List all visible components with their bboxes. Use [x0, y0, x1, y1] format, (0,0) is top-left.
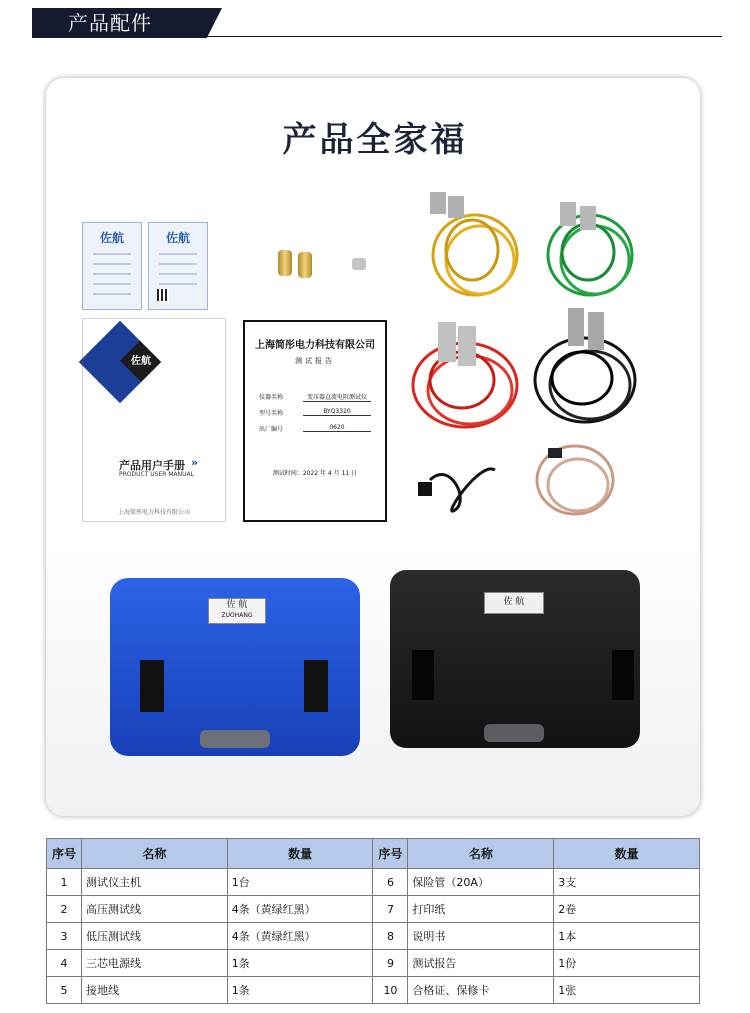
- table-cell: 1本: [554, 923, 700, 950]
- report-company: 上海简彤电力科技有限公司: [255, 340, 375, 351]
- fuse-tube-icon: [278, 250, 292, 276]
- table-cell: 三芯电源线: [81, 950, 227, 977]
- table-cell: 1份: [554, 950, 700, 977]
- table-cell: 打印纸: [408, 896, 554, 923]
- table-cell: 合格证、保修卡: [408, 977, 554, 1004]
- table-cell: 8: [373, 923, 408, 950]
- section-title: 产品配件: [68, 11, 152, 35]
- table-cell: 说明书: [408, 923, 554, 950]
- red-cable-icon: [413, 322, 517, 427]
- case-label-cn: 佐 航: [226, 600, 248, 610]
- table-cell: 1条: [227, 950, 373, 977]
- blue-case-handle: [200, 730, 270, 748]
- table-cell: 7: [373, 896, 408, 923]
- manual-company: 上海简彤电力科技有限公司: [117, 509, 190, 516]
- report-subtitle: 测试报告: [295, 357, 335, 365]
- black-cable-icon: [535, 308, 635, 422]
- chevron-right-icon: »: [191, 456, 199, 469]
- table-cell: 1: [47, 869, 82, 896]
- report-date: 测试时间：2022 年 4 月 11 日: [272, 470, 358, 477]
- table-cell: 3支: [554, 869, 700, 896]
- table-cell: 4条（黄绿红黑）: [227, 896, 373, 923]
- power-cord-icon: [418, 469, 495, 511]
- table-header-row: [47, 839, 700, 869]
- ground-wire-icon: [537, 446, 613, 514]
- table-cell: 测试报告: [408, 950, 554, 977]
- table-cell: 1条: [227, 977, 373, 1004]
- manual-subtitle: PRODUCT USER MANUAL: [119, 471, 194, 478]
- blue-case-latch-right: [304, 660, 328, 712]
- table-row: [47, 896, 700, 923]
- table-cell: 高压测试线: [81, 896, 227, 923]
- table-cell: 2卷: [554, 896, 700, 923]
- black-case-latch-right: [612, 650, 634, 700]
- column-header: 序号: [373, 839, 408, 869]
- column-header: 名称: [81, 839, 227, 869]
- table-cell: 1张: [554, 977, 700, 1004]
- certificate-card: [82, 222, 142, 310]
- report-value: 变压器直流电阻测试仪: [303, 392, 371, 402]
- report-value: 0620: [303, 424, 371, 432]
- accessories-table: [46, 838, 700, 1004]
- black-case-label: [484, 592, 544, 614]
- table-cell: 9: [373, 950, 408, 977]
- report-label: 仪器名称: [259, 394, 284, 401]
- case-label-en: ZUOHANG: [221, 612, 253, 619]
- column-header: 名称: [408, 839, 554, 869]
- table-row: [47, 977, 700, 1004]
- table-cell: 低压测试线: [81, 923, 227, 950]
- column-header: 数量: [554, 839, 700, 869]
- black-case-latch-left: [412, 650, 434, 700]
- column-header: 数量: [227, 839, 373, 869]
- header-divider: [32, 36, 722, 37]
- user-manual: [82, 318, 226, 522]
- column-header: 序号: [47, 839, 82, 869]
- table-cell: 6: [373, 869, 408, 896]
- product-family-title: 产品全家福: [282, 120, 468, 160]
- warranty-card: [148, 222, 208, 310]
- fuse-tube-icon: [298, 252, 312, 278]
- table-row: [47, 950, 700, 977]
- blue-case-latch-left: [140, 660, 164, 712]
- table-cell: 测试仪主机: [81, 869, 227, 896]
- blue-case-label: [208, 598, 266, 624]
- table-cell: 5: [47, 977, 82, 1004]
- table-row: [47, 923, 700, 950]
- manual-title: 产品用户手册: [119, 459, 185, 472]
- warranty-brand: 佐航: [165, 231, 190, 245]
- table-row: [47, 869, 700, 896]
- manual-brand: 佐航: [131, 356, 151, 367]
- yellow-cable-icon: [430, 192, 517, 295]
- table-cell: 10: [373, 977, 408, 1004]
- table-cell: 2: [47, 896, 82, 923]
- report-label: 型号名称: [259, 410, 284, 417]
- test-report: [243, 320, 387, 522]
- report-label: 出厂编号: [259, 426, 284, 433]
- qr-code-icon: [157, 289, 169, 301]
- green-cable-icon: [548, 202, 632, 295]
- table-cell: 接地线: [81, 977, 227, 1004]
- certificate-brand: 佐航: [99, 231, 124, 245]
- fuse-clip-icon: [352, 258, 366, 270]
- table-cell: 1台: [227, 869, 373, 896]
- black-case-handle: [484, 724, 544, 742]
- cable-illustrations: [400, 180, 650, 535]
- table-cell: 3: [47, 923, 82, 950]
- table-cell: 保险管（20A）: [408, 869, 554, 896]
- table-cell: 4条（黄绿红黑）: [227, 923, 373, 950]
- report-value: BYQ3320: [303, 408, 371, 416]
- table-cell: 4: [47, 950, 82, 977]
- case-label-cn: 佐 航: [503, 597, 525, 607]
